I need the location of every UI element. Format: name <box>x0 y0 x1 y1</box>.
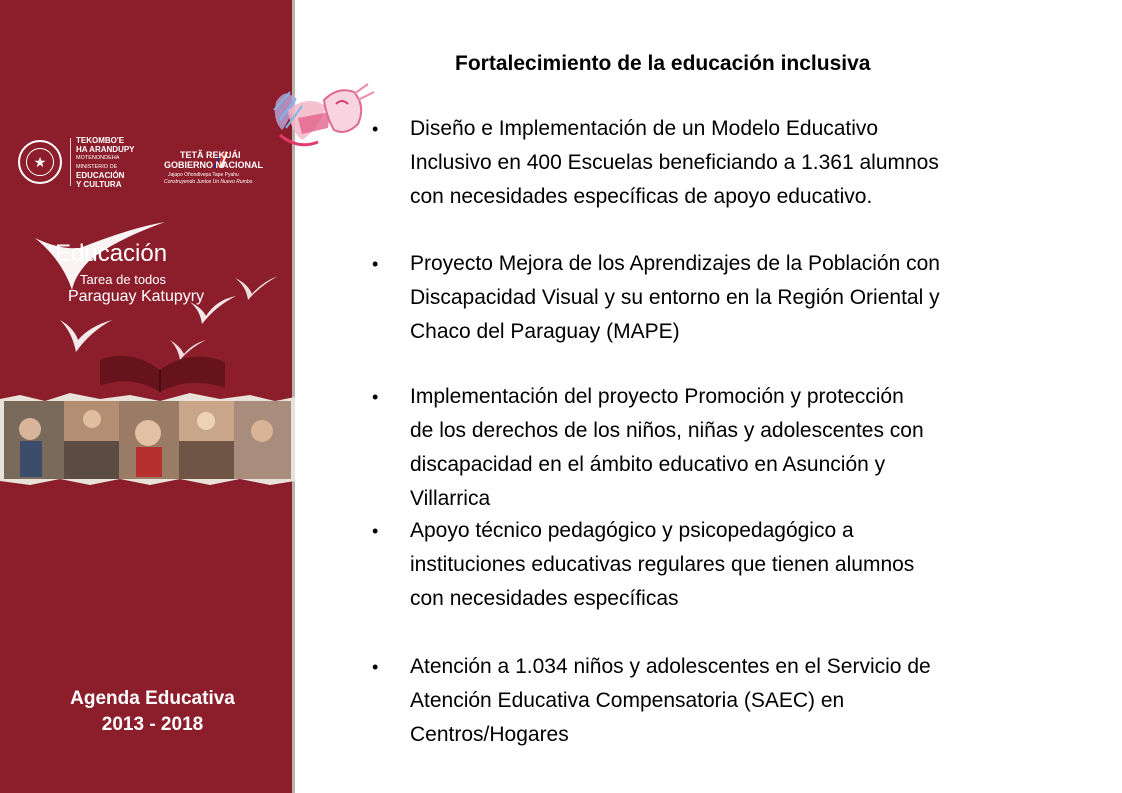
ministry-line-1: TEKOMBO'E <box>76 136 125 145</box>
agenda-line-2: 2013 - 2018 <box>101 714 204 735</box>
bullet-icon: • <box>372 254 379 274</box>
student-photo-collage <box>0 393 295 485</box>
ministry-line-3: MOTENONDEHA <box>76 155 120 161</box>
bullet-icon: • <box>372 387 379 407</box>
government-logo <box>164 150 279 190</box>
ministry-line-5: EDUCACIÓN <box>76 171 125 180</box>
bullet-icon: • <box>372 657 379 677</box>
ministry-line-6: Y CULTURA <box>76 180 122 189</box>
ministry-logo-text <box>76 136 171 189</box>
national-seal-icon: ★ <box>18 140 62 184</box>
left-banner <box>0 0 295 793</box>
child-drawing-image <box>268 80 378 155</box>
gov-line-4: Construyendo Juntos Un Nuevo Rumbo <box>164 179 253 185</box>
education-subtitle-2: Paraguay Katupyry <box>68 288 205 305</box>
education-title: Educación <box>55 240 168 267</box>
list-item-text: Apoyo técnico pedagógico y psicopedagógico a instituciones educativas regulares que tienen alumnos con necesidades específicas <box>410 519 915 610</box>
logo-divider <box>70 138 71 186</box>
logo-row <box>14 136 284 196</box>
gov-line-3: Jajapo Oñondivepa Tape Pyahu <box>168 172 239 178</box>
list-item-text: Proyecto Mejora de los Aprendizajes de la Población con Discapacidad Visual y su entorno en la Región Oriental y Chaco del Paraguay (MAPE) <box>410 252 940 343</box>
list-item-text: Implementación del proyecto Promoción y protección de los derechos de los niños, niñas y adolescentes con discapacidad en el ámbito educativo en Asunción y Villarrica <box>410 385 924 510</box>
list-item-text: Atención a 1.034 niños y adolescentes en el Servicio de Atención Educativa Compensatoria (SAEC) en Centros/Hogares <box>410 655 931 746</box>
ministry-line-2: HA ARANDUPY <box>76 145 135 154</box>
gov-line-1: TETÃ REKUÁI <box>180 150 241 160</box>
list-item-text: Diseño e Implementación de un Modelo Educativo Inclusivo en 400 Escuelas beneficiando a 1.361 alumnos con necesidades específicas de apoyo educativo. <box>410 117 939 208</box>
education-subtitle-1: Tarea de todos <box>80 272 167 287</box>
ministry-line-4: MINISTERIO DE <box>76 164 118 170</box>
slide-title: Fortalecimiento de la educación inclusiva <box>455 52 871 75</box>
agenda-label <box>0 686 295 738</box>
agenda-line-1: Agenda Educativa <box>70 688 235 709</box>
gov-line-2: GOBIERNO NACIONAL <box>164 160 263 170</box>
bullet-icon: • <box>372 119 379 139</box>
bullet-icon: • <box>372 521 379 541</box>
